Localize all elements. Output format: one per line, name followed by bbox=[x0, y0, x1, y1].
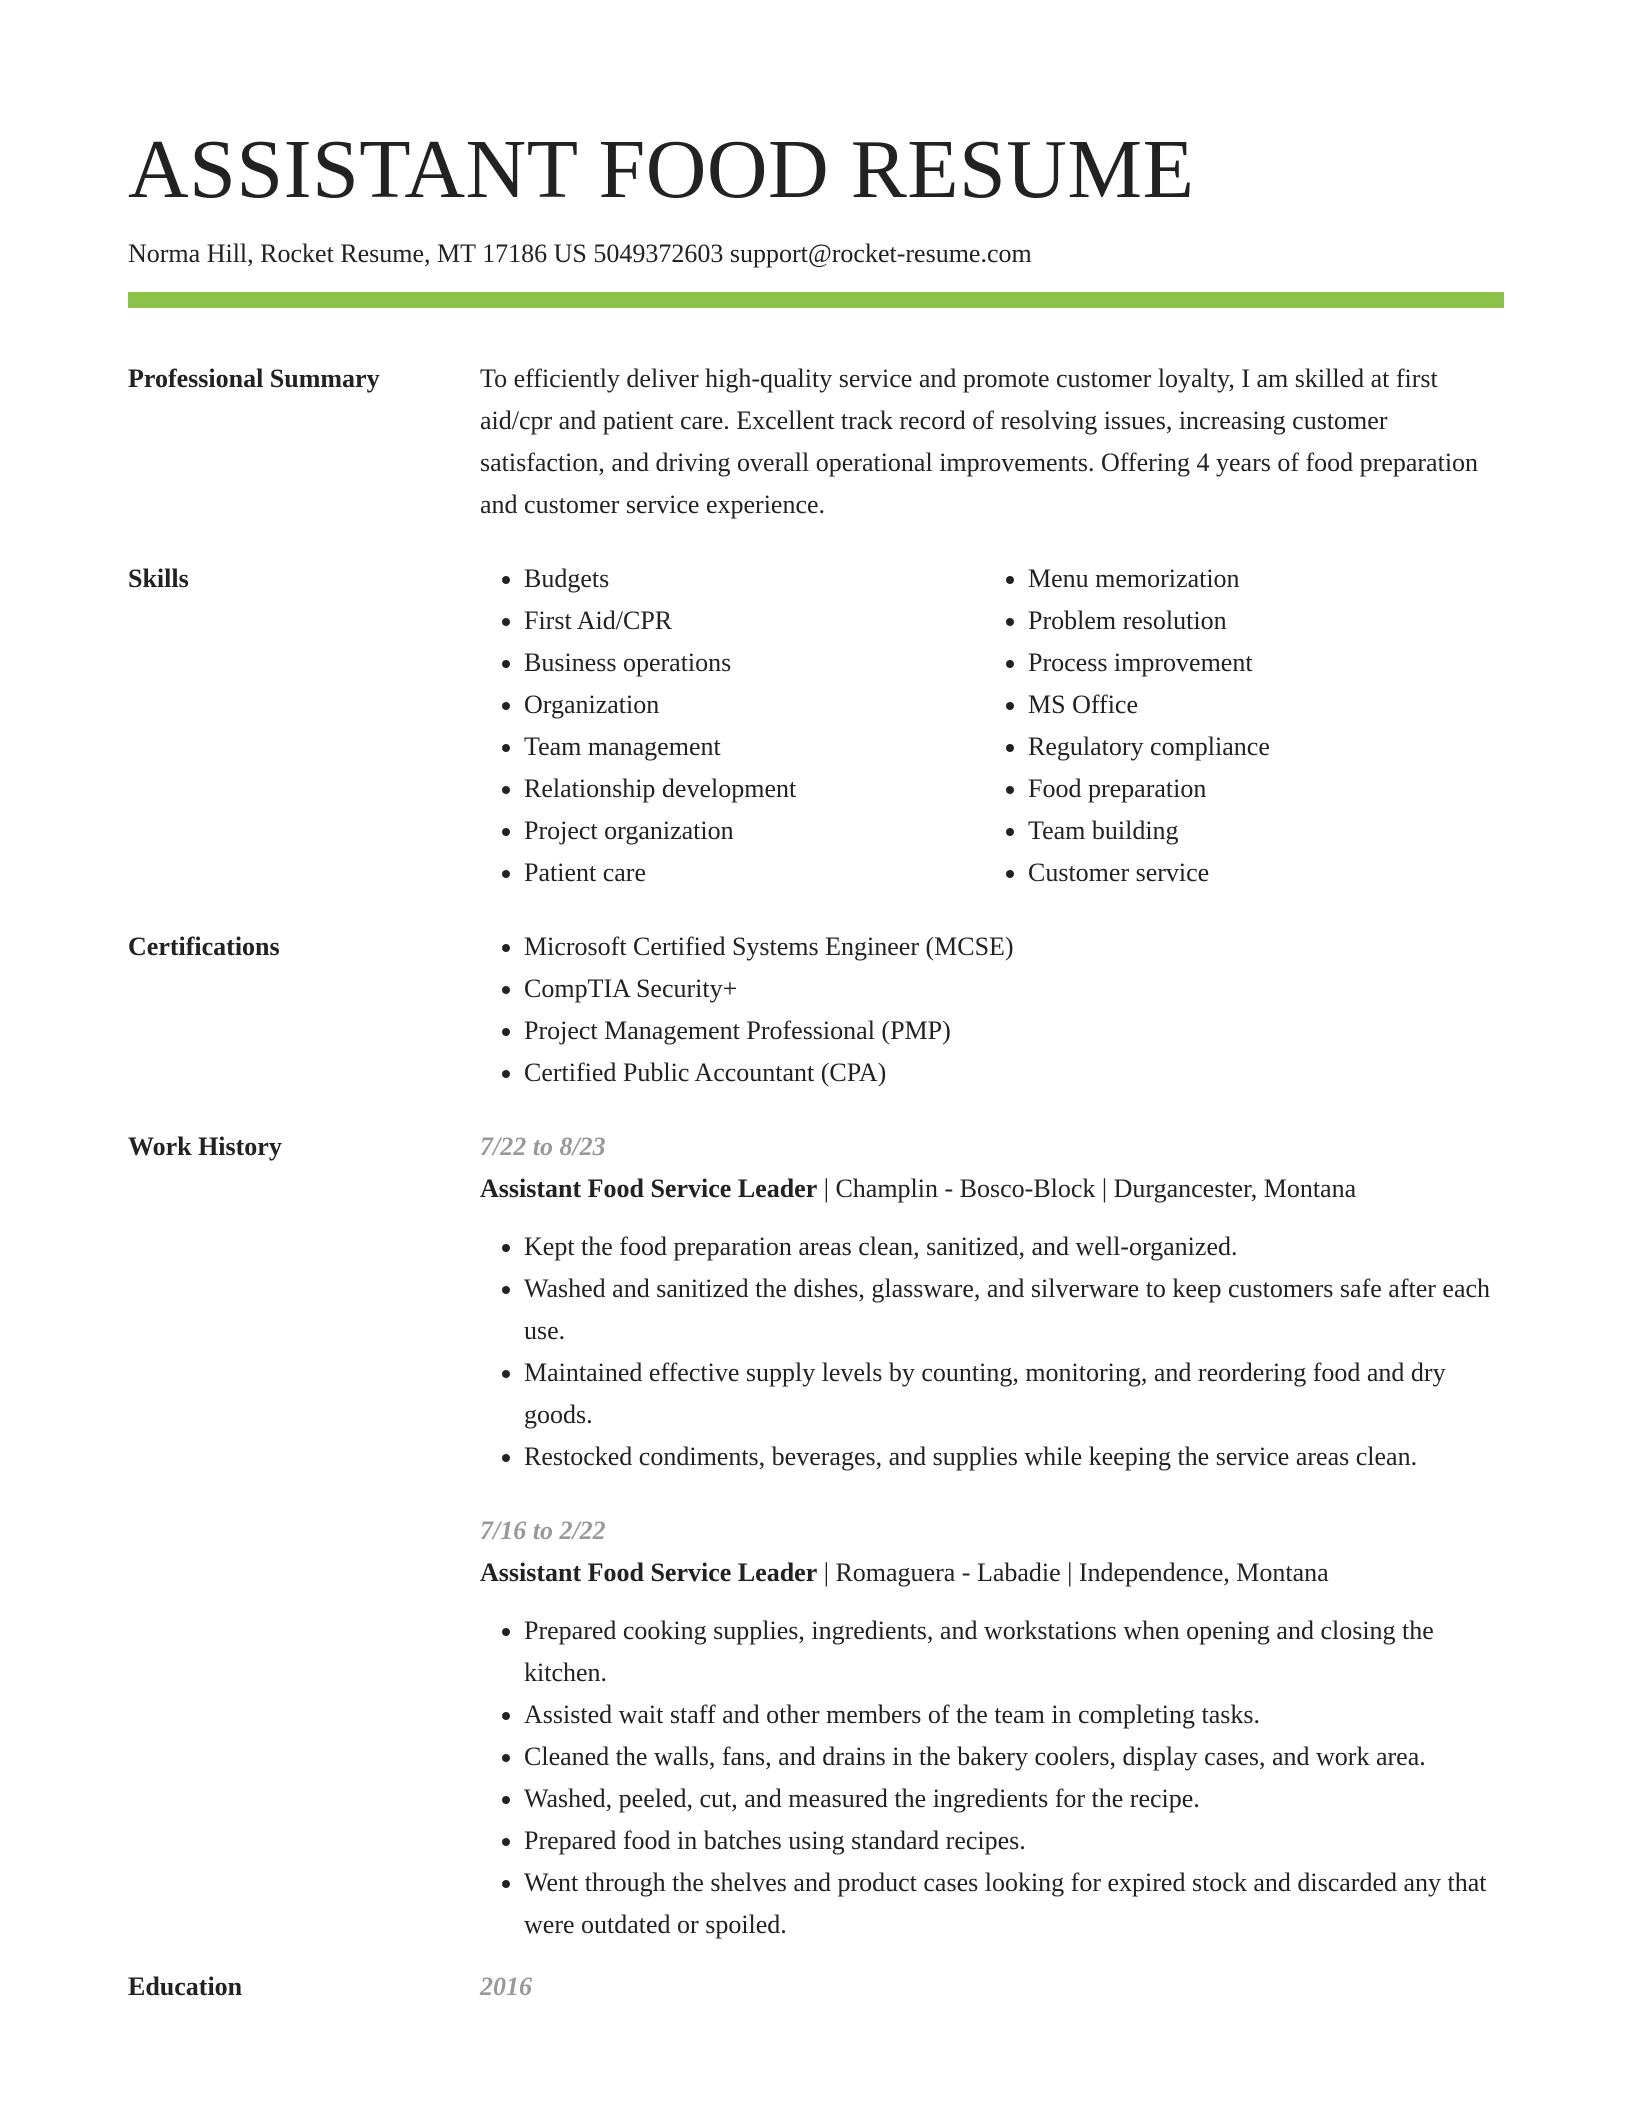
job-entry bbox=[480, 1510, 1504, 1946]
job-entry bbox=[480, 1126, 1504, 1478]
skill-item: • Project organization bbox=[524, 810, 984, 852]
skills-label: Skills bbox=[128, 564, 189, 593]
skill-item: • MS Office bbox=[1028, 684, 1488, 726]
skill-item: • Patient care bbox=[524, 852, 984, 894]
job-bullets bbox=[480, 1610, 1504, 1946]
skill-item: • Business operations bbox=[524, 642, 984, 684]
job-bullet: • Restocked condiments, beverages, and supplies while keeping the service areas clean. bbox=[524, 1436, 1504, 1478]
education-year: 2016 bbox=[480, 1972, 532, 2001]
certifications-body bbox=[480, 926, 1504, 1094]
job-bullet: • Cleaned the walls, fans, and drains in the bakery coolers, display cases, and work area. bbox=[524, 1736, 1504, 1778]
education-label: Education bbox=[128, 1972, 243, 2001]
skill-item: • Team management bbox=[524, 726, 984, 768]
skill-item: • Team building bbox=[1028, 810, 1488, 852]
resume-title: ASSISTANT FOOD RESUME bbox=[128, 123, 1195, 216]
resume-page bbox=[128, 0, 1504, 2008]
job-bullet: • Prepared cooking supplies, ingredients, and workstations when opening and closing the kitchen. bbox=[524, 1610, 1504, 1694]
job-bullet: • Washed and sanitized the dishes, glassware, and silverware to keep customers safe after each use. bbox=[524, 1268, 1504, 1352]
skills-list-left bbox=[480, 558, 984, 894]
job-dates: 7/22 to 8/23 bbox=[480, 1132, 606, 1161]
skill-item: • First Aid/CPR bbox=[524, 600, 984, 642]
skill-item: • Relationship development bbox=[524, 768, 984, 810]
summary-text: To efficiently deliver high-quality service and promote customer loyalty, I am skilled at first aid/cpr and patient care. Excellent track record of resolving issues, increasing customer satisfaction, and driving overall operational improvements. Offering 4 years of food preparation and customer service experience. bbox=[480, 364, 1479, 519]
education-section bbox=[128, 1966, 1504, 2008]
certification-item: • Certified Public Accountant (CPA) bbox=[524, 1052, 1504, 1094]
job-bullet: • Prepared food in batches using standard recipes. bbox=[524, 1820, 1504, 1862]
work-history-section bbox=[128, 1126, 1504, 1946]
skill-item: • Customer service bbox=[1028, 852, 1488, 894]
skills-section bbox=[128, 558, 1504, 894]
job-employer-location: | Romaguera - Labadie | Independence, Montana bbox=[817, 1558, 1329, 1587]
job-bullet: • Kept the food preparation areas clean, sanitized, and well-organized. bbox=[524, 1226, 1504, 1268]
skill-item: • Regulatory compliance bbox=[1028, 726, 1488, 768]
skills-columns bbox=[480, 558, 1504, 894]
skills-list-right bbox=[984, 558, 1488, 894]
job-title: Assistant Food Service Leader bbox=[480, 1174, 818, 1203]
job-heading bbox=[480, 1552, 1504, 1594]
work-history-label: Work History bbox=[128, 1132, 282, 1161]
skill-item: • Menu memorization bbox=[1028, 558, 1488, 600]
job-bullet: • Washed, peeled, cut, and measured the ingredients for the recipe. bbox=[524, 1778, 1504, 1820]
summary-section bbox=[128, 358, 1504, 526]
skill-item: • Organization bbox=[524, 684, 984, 726]
certification-item: • Microsoft Certified Systems Engineer (MCSE) bbox=[524, 926, 1504, 968]
skill-item: • Process improvement bbox=[1028, 642, 1488, 684]
education-body bbox=[480, 1966, 1504, 2008]
certifications-list bbox=[480, 926, 1504, 1094]
job-employer-location: | Champlin - Bosco-Block | Durgancester, Montana bbox=[817, 1174, 1357, 1203]
accent-divider bbox=[128, 292, 1504, 308]
job-bullet: • Went through the shelves and product cases looking for expired stock and discarded any that were outdated or spoiled. bbox=[524, 1862, 1504, 1946]
certification-item: • CompTIA Security+ bbox=[524, 968, 1504, 1010]
job-dates: 7/16 to 2/22 bbox=[480, 1516, 606, 1545]
skill-item: • Problem resolution bbox=[1028, 600, 1488, 642]
job-bullet: • Maintained effective supply levels by counting, monitoring, and reordering food and dry goods. bbox=[524, 1352, 1504, 1436]
contact-info: Norma Hill, Rocket Resume, MT 17186 US 5049372603 support@rocket-resume.com bbox=[128, 239, 1032, 268]
certifications-label: Certifications bbox=[128, 932, 280, 961]
job-bullet: • Assisted wait staff and other members of the team in completing tasks. bbox=[524, 1694, 1504, 1736]
summary-label: Professional Summary bbox=[128, 364, 380, 393]
certifications-section bbox=[128, 926, 1504, 1094]
skill-item: • Budgets bbox=[524, 558, 984, 600]
certification-item: • Project Management Professional (PMP) bbox=[524, 1010, 1504, 1052]
job-bullets bbox=[480, 1226, 1504, 1478]
job-title: Assistant Food Service Leader bbox=[480, 1558, 818, 1587]
job-heading bbox=[480, 1168, 1504, 1210]
skill-item: • Food preparation bbox=[1028, 768, 1488, 810]
work-history-body bbox=[480, 1126, 1504, 1946]
